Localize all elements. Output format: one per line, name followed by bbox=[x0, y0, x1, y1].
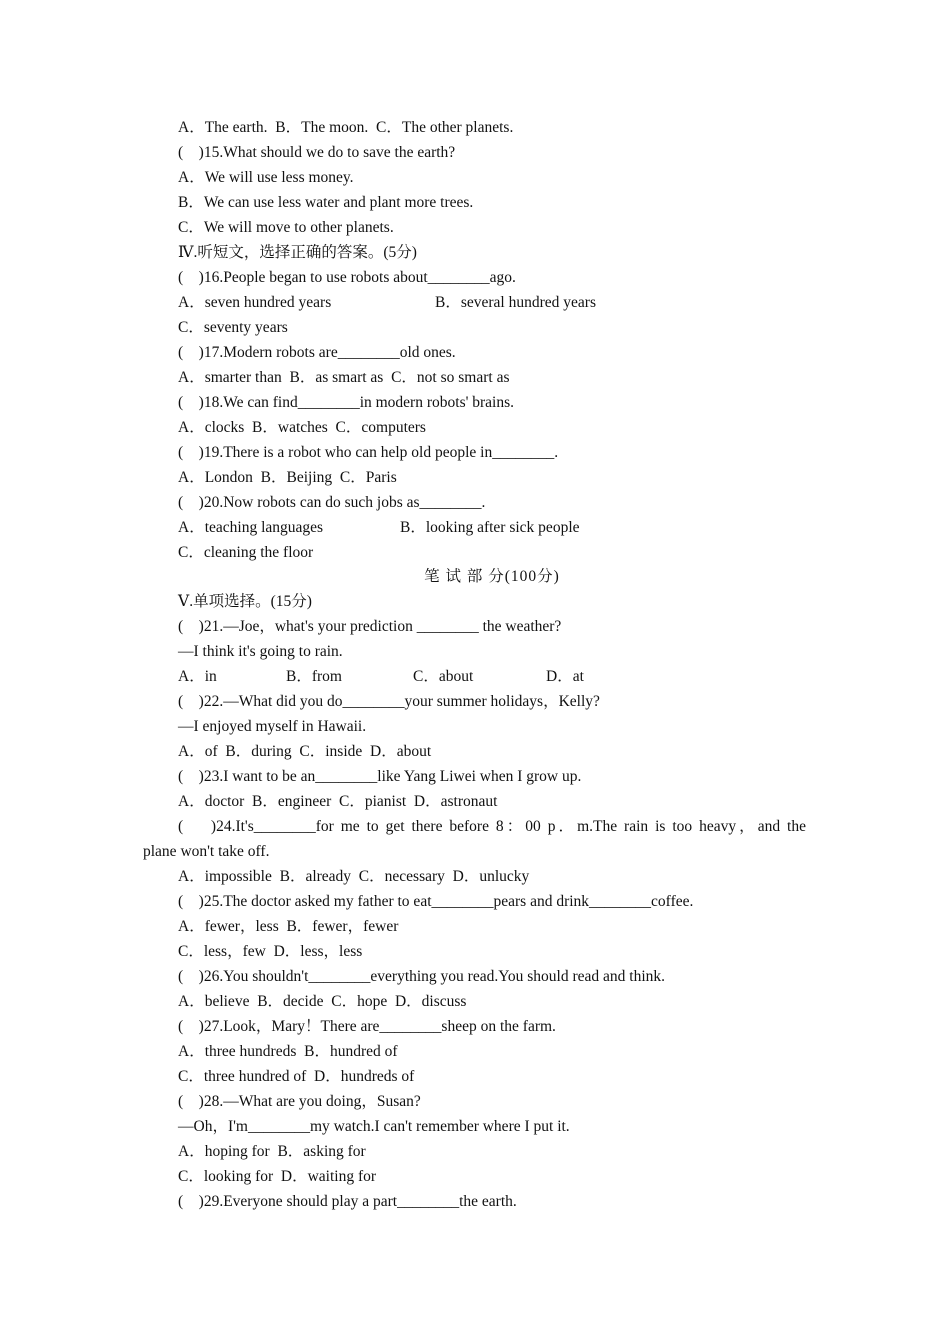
q27-options-cd: C．three hundred of D．hundreds of bbox=[178, 1068, 415, 1085]
q28-options-ab: A．hoping for B．asking for bbox=[178, 1143, 366, 1160]
q17-question: ( )17.Modern robots are________old ones. bbox=[178, 344, 456, 361]
q21-option-c: C．about bbox=[413, 668, 474, 685]
q21-option-a: A．in bbox=[178, 668, 217, 685]
q22-answer-line: —I enjoyed myself in Hawaii. bbox=[178, 718, 367, 735]
q26-options: A．believe B．decide C．hope D．discuss bbox=[178, 993, 467, 1010]
q17-options: A．smarter than B．as smart as C．not so smart as bbox=[178, 369, 510, 386]
q18-question: ( )18.We can find________in modern robots' brains. bbox=[178, 394, 515, 411]
section-5-heading: Ⅴ.单项选择。(15分) bbox=[178, 593, 312, 610]
q16-option-c: C．seventy years bbox=[178, 319, 288, 336]
q25-options-cd: C．less，few D．less，less bbox=[178, 943, 363, 960]
q16-option-b: B．several hundred years bbox=[435, 294, 596, 311]
q19-options: A．London B．Beijing C．Paris bbox=[178, 469, 397, 486]
q21-question: ( )21.—Joe，what's your prediction ________ the weather? bbox=[178, 618, 562, 635]
q18-options: A．clocks B．watches C．computers bbox=[178, 419, 426, 436]
q24-question: ( )24.It's________for me to get there before 8：00 p．m.The rain is too heavy，and the bbox=[178, 818, 806, 835]
q23-question: ( )23.I want to be an________like Yang Liwei when I grow up. bbox=[178, 768, 582, 785]
q29-question: ( )29.Everyone should play a part________the earth. bbox=[178, 1193, 517, 1210]
q28-question: ( )28.—What are you doing，Susan? bbox=[178, 1093, 421, 1110]
q22-question: ( )22.—What did you do________your summer holidays，Kelly? bbox=[178, 693, 600, 710]
q20-question: ( )20.Now robots can do such jobs as________. bbox=[178, 494, 486, 511]
q15-option-c: C．We will move to other planets. bbox=[178, 219, 394, 236]
q28-answer-line: —Oh，I'm________my watch.I can't remember where I put it. bbox=[178, 1118, 570, 1135]
q21-answer-line: —I think it's going to rain. bbox=[178, 643, 343, 660]
q16-option-a: A．seven hundred years bbox=[178, 294, 332, 311]
q24-options: A．impossible B．already C．necessary D．unlucky bbox=[178, 868, 530, 885]
q19-question: ( )19.There is a robot who can help old people in________. bbox=[178, 444, 559, 461]
q21-option-b: B．from bbox=[286, 668, 342, 685]
q23-options: A．doctor B．engineer C．pianist D．astronaut bbox=[178, 793, 498, 810]
q15-option-b: B．We can use less water and plant more trees. bbox=[178, 194, 474, 211]
q21-options-row bbox=[0, 664, 950, 689]
q20-option-a: A．teaching languages bbox=[178, 519, 324, 536]
q20-option-c: C．cleaning the floor bbox=[178, 544, 314, 561]
q27-options-ab: A．three hundreds B．hundred of bbox=[178, 1043, 398, 1060]
q24-question-continued: plane won't take off. bbox=[143, 843, 270, 860]
q15-question: ( )15.What should we do to save the earth? bbox=[178, 144, 456, 161]
q20-options-row bbox=[0, 515, 950, 540]
q26-question: ( )26.You shouldn't________everything you read.You should read and think. bbox=[178, 968, 666, 985]
written-part-heading: 笔 试 部 分(100分) bbox=[424, 568, 560, 585]
q16-options-row bbox=[0, 290, 950, 315]
section-4-heading: Ⅳ.听短文，选择正确的答案。(5分) bbox=[178, 244, 417, 261]
q25-options-ab: A．fewer，less B．fewer，fewer bbox=[178, 918, 399, 935]
q20-option-b: B．looking after sick people bbox=[400, 519, 580, 536]
q28-options-cd: C．looking for D．waiting for bbox=[178, 1168, 377, 1185]
q16-question: ( )16.People began to use robots about________ago. bbox=[178, 269, 516, 286]
q21-option-d: D．at bbox=[546, 668, 584, 685]
q14-options: A．The earth. B．The moon. C．The other planets. bbox=[178, 119, 514, 136]
q22-options: A．of B．during C．inside D．about bbox=[178, 743, 432, 760]
q15-option-a: A．We will use less money. bbox=[178, 169, 354, 186]
q27-question: ( )27.Look，Mary！There are________sheep on the farm. bbox=[178, 1018, 556, 1035]
q25-question: ( )25.The doctor asked my father to eat________pears and drink________coffee. bbox=[178, 893, 694, 910]
